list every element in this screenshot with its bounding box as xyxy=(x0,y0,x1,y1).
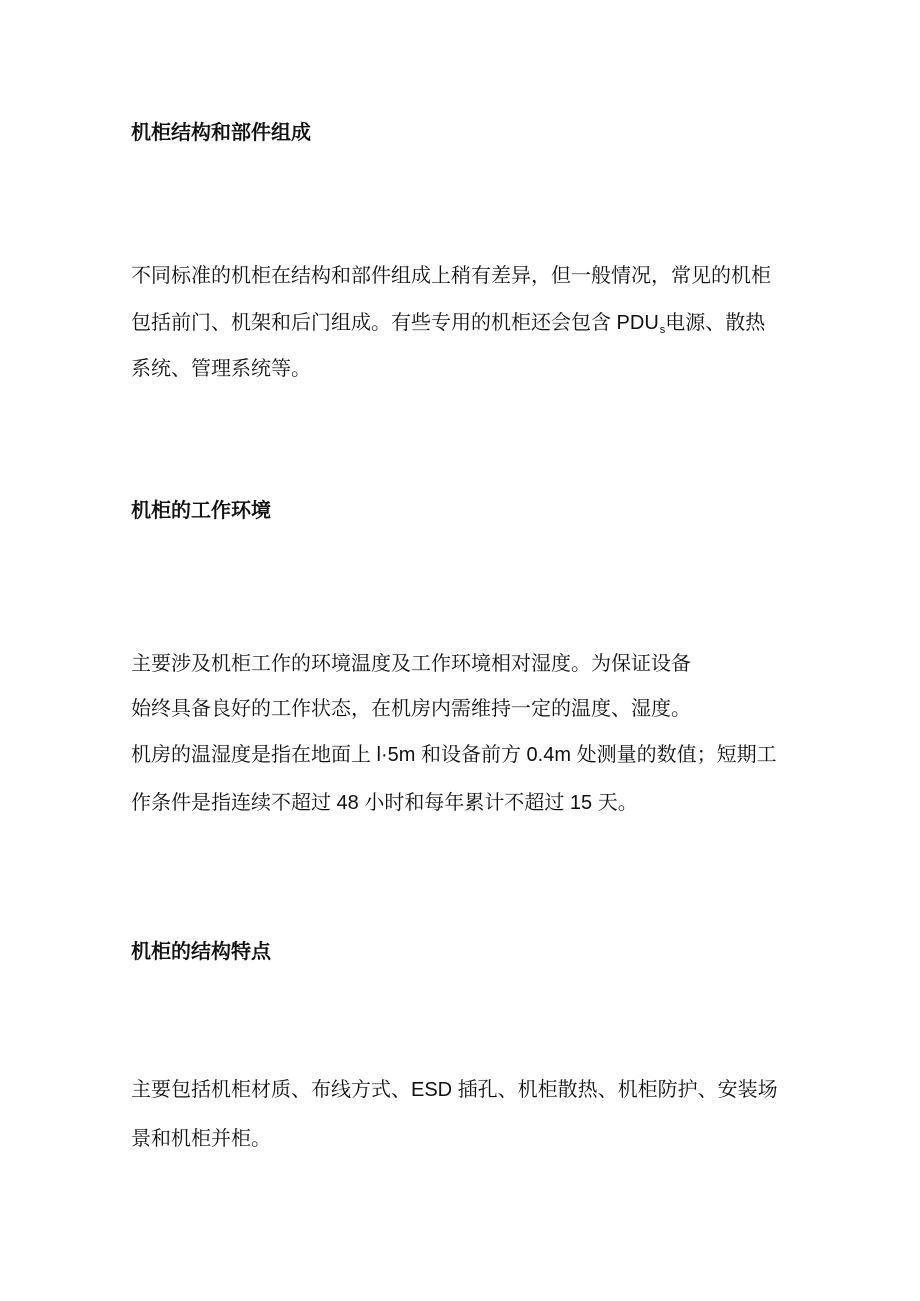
paragraph-line: 作条件是指连续不超过 48 小时和每年累计不超过 15 天。 xyxy=(131,792,638,814)
paragraph-line: 景和机柜并柜。 xyxy=(131,1128,271,1150)
paragraph-line: 主要涉及机柜工作的环境温度及工作环境相对湿度。为保证设备 xyxy=(131,653,691,675)
paragraph-line: 系统、管理系统等。 xyxy=(131,358,311,380)
paragraph-line xyxy=(131,311,765,342)
paragraph-text: 电源、散热 xyxy=(665,312,766,334)
paragraph-line: 机房的温湿度是指在地面上 l·5m 和设备前方 0.4m 处测量的数值；短期工 xyxy=(131,744,777,766)
paragraph-line: 不同标准的机柜在结构和部件组成上稍有差异，但一般情况，常见的机柜 xyxy=(131,265,771,287)
paragraph-line: 始终具备良好的工作状态，在机房内需维持一定的温度、湿度。 xyxy=(131,698,691,720)
section-heading-cabinet-structure: 机柜结构和部件组成 xyxy=(131,122,311,144)
section-heading-structural-features: 机柜的结构特点 xyxy=(131,941,271,963)
pdu-subscript: s xyxy=(659,324,666,336)
section-heading-working-environment: 机柜的工作环境 xyxy=(131,500,271,522)
paragraph-line: 主要包括机柜材质、布线方式、ESD 插孔、机柜散热、机柜防护、安装场 xyxy=(131,1079,778,1101)
paragraph-text: 包括前门、机架和后门组成。有些专用的机柜还会包含 PDU xyxy=(131,312,659,334)
